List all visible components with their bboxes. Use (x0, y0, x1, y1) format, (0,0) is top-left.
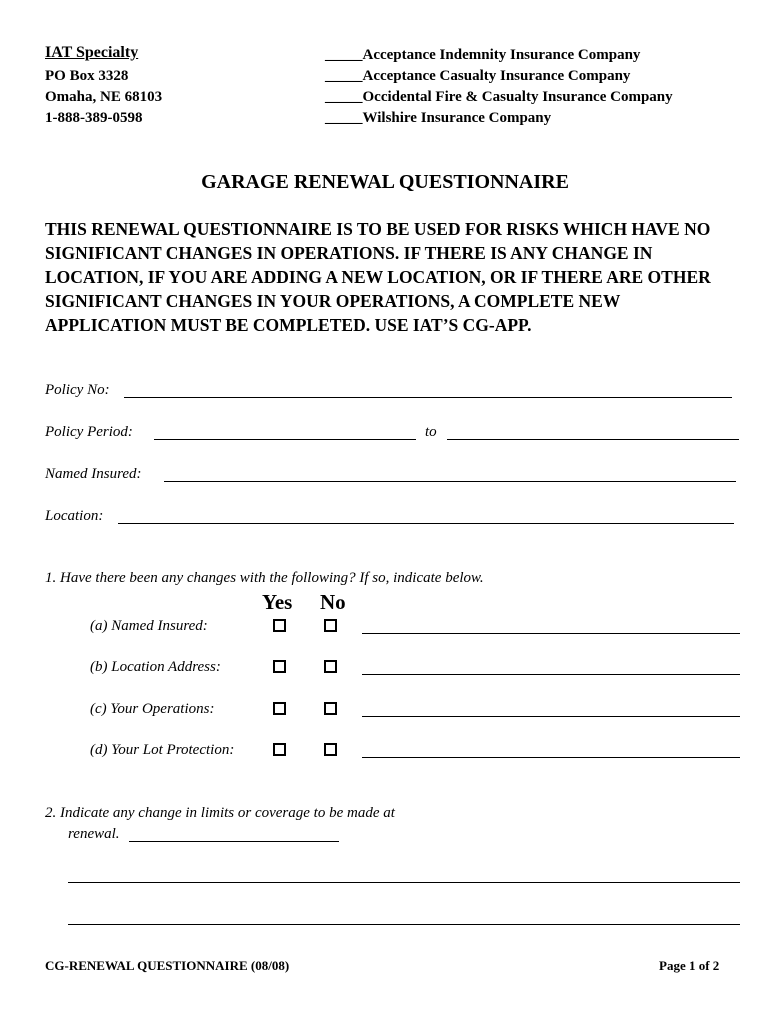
notice-text: THIS RENEWAL QUESTIONNAIRE IS TO BE USED FOR RISKS WHICH HAVE NO SIGNIFICANT CHANGES IN OPERATIONS. IF THERE IS ANY CHANGE IN LOCATION, IF YOU ARE ADDING A NEW LOCATION, OR IF THERE ARE OTHER SIGNIFICANT CHANGES IN YOUR OPERATIONS, A COMPLETE NEW APPLICATION MUST BE COMPLETED. USE IAT’S CG-APP. (45, 219, 711, 335)
policy-period-start-input[interactable] (154, 439, 416, 440)
question-2-line-2[interactable] (68, 924, 740, 925)
carrier-blank: _____ (325, 89, 363, 105)
question-2-line-1[interactable] (68, 882, 740, 883)
company-phone: 1-888-389-0598 (45, 110, 143, 126)
carrier-name: Wilshire Insurance Company (362, 110, 552, 126)
carrier-name: Occidental Fire & Casualty Insurance Company (362, 89, 673, 105)
question-2-input[interactable] (129, 841, 339, 842)
carrier-option[interactable] (325, 66, 630, 87)
carrier-blank: _____ (325, 68, 363, 84)
named-insured-label: Named Insured: (45, 466, 142, 482)
carrier-name: Acceptance Casualty Insurance Company (362, 68, 631, 84)
carrier-blank: _____ (325, 110, 363, 126)
item-location-address-label: (b) Location Address: (90, 659, 221, 675)
question-1-text: 1. Have there been any changes with the following? If so, indicate below. (45, 570, 484, 586)
named-insured-change-input[interactable] (362, 633, 740, 634)
operations-yes-checkbox[interactable] (273, 702, 286, 715)
page-title: GARAGE RENEWAL QUESTIONNAIRE (201, 171, 569, 193)
location-address-yes-checkbox[interactable] (273, 660, 286, 673)
location-input[interactable] (118, 523, 734, 524)
page-number: Page 1 of 2 (659, 958, 720, 973)
named-insured-yes-checkbox[interactable] (273, 619, 286, 632)
item-named-insured-label: (a) Named Insured: (90, 618, 208, 634)
carrier-option[interactable] (325, 45, 640, 66)
question-2-renewal-label: renewal. (68, 826, 120, 842)
lot-protection-change-input[interactable] (362, 757, 740, 758)
policy-no-label: Policy No: (45, 382, 110, 398)
question-2-text: 2. Indicate any change in limits or coverage to be made at (45, 805, 395, 821)
company-address-city: Omaha, NE 68103 (45, 89, 163, 105)
location-address-no-checkbox[interactable] (324, 660, 337, 673)
item-lot-protection-label: (d) Your Lot Protection: (90, 742, 235, 758)
named-insured-no-checkbox[interactable] (324, 619, 337, 632)
lot-protection-no-checkbox[interactable] (324, 743, 337, 756)
carrier-name: Acceptance Indemnity Insurance Company (362, 47, 641, 63)
item-operations-label: (c) Your Operations: (90, 701, 215, 717)
location-label: Location: (45, 508, 104, 524)
policy-period-to-label: to (425, 424, 437, 440)
yes-column-header: Yes (262, 590, 293, 614)
no-column-header: No (320, 590, 346, 614)
operations-no-checkbox[interactable] (324, 702, 337, 715)
carrier-option[interactable] (325, 108, 551, 129)
policy-no-input[interactable] (124, 397, 732, 398)
named-insured-input[interactable] (164, 481, 736, 482)
policy-period-label: Policy Period: (45, 424, 133, 440)
operations-change-input[interactable] (362, 716, 740, 717)
lot-protection-yes-checkbox[interactable] (273, 743, 286, 756)
carrier-blank: _____ (325, 47, 363, 63)
carrier-option[interactable] (325, 87, 673, 108)
form-id: CG-RENEWAL QUESTIONNAIRE (08/08) (45, 958, 290, 973)
location-address-change-input[interactable] (362, 674, 740, 675)
company-address-box: PO Box 3328 (45, 68, 129, 84)
company-name: IAT Specialty (45, 44, 139, 61)
policy-period-end-input[interactable] (447, 439, 739, 440)
